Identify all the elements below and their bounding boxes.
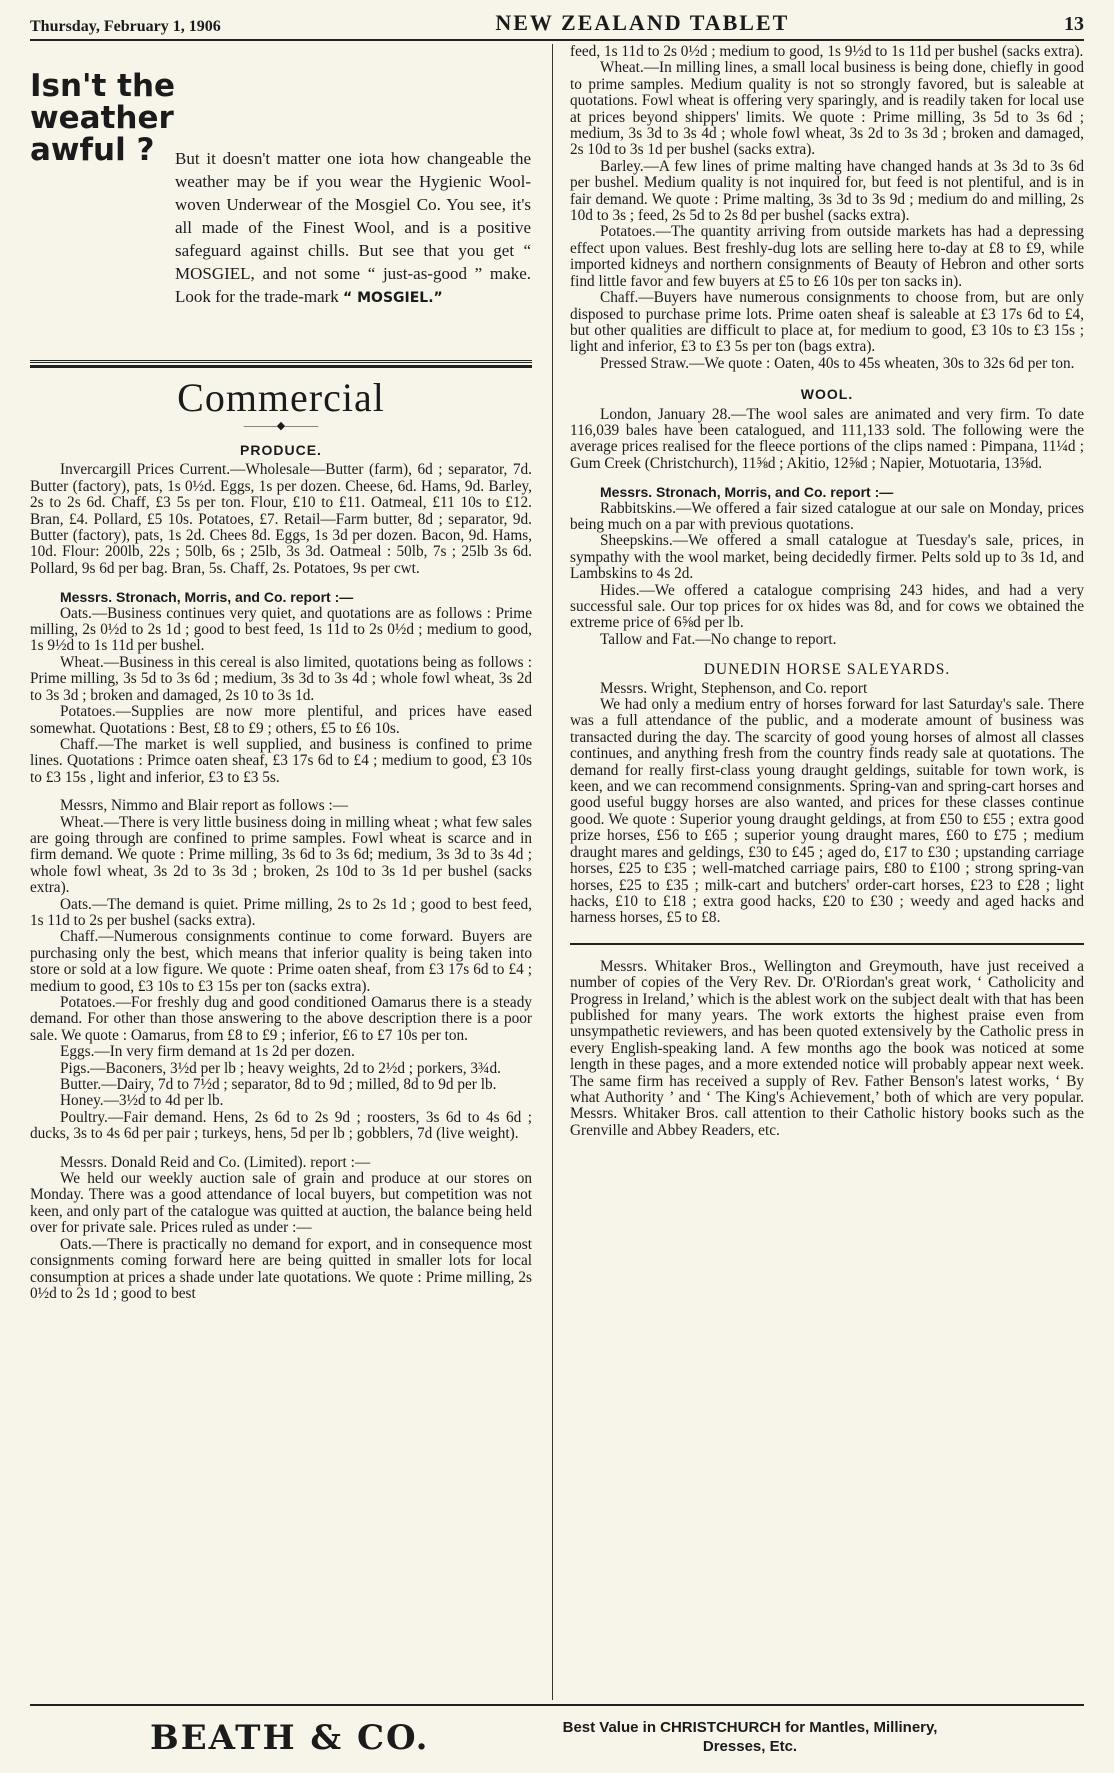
nimmo-para: Pigs.—Baconers, 3½d per lb ; heavy weights, 2d to 2½d ; porkers, 3¾d. xyxy=(60,1059,502,1077)
stronach-report-heading: Messrs. Stronach, Morris, and Co. report :— xyxy=(60,589,354,606)
ad-heading xyxy=(30,70,175,166)
newspaper-page xyxy=(30,0,1084,1773)
reid-para: We held our weekly auction sale of grain and produce at our stores on Monday. There was a good attendance of local buyers, but competition was not keen, and only part of the catalogue was quitted at auction, the balance being held over for private sale. Prices ruled as under :— xyxy=(30,1170,532,1237)
stronach2-para: Hides.—We offered a catalogue comprising 243 hides, and had a very successful sale. Our top prices for ox hides was 8d, and for cows we obtained the extreme price of 6⅝d per lb. xyxy=(570,581,1084,632)
left-column xyxy=(30,44,532,1302)
nimmo-para: Eggs.—In very firm demand at 1s 2d per dozen. xyxy=(60,1043,355,1061)
footer-advertisement xyxy=(30,1704,1084,1770)
nimmo-para: Butter.—Dairy, 7d to 7½d ; separator, 8d to 9d ; milled, 8d to 9d per lb. xyxy=(60,1076,497,1094)
section-rule-thick xyxy=(30,365,532,368)
stronach-para: Wheat.—Business in this cereal is also limited, quotations being as follows : Prime milling, 3s 5d to 3s 6d ; medium, 3s 3d to 3s 4d ; whole fowl wheat, 3s 2d to 3s 3d ; broken and damaged, 2s 10 to 3s 1d. xyxy=(30,653,532,704)
header-date: Thursday, February 1, 1906 xyxy=(30,18,221,35)
market-para: Wheat.—In milling lines, a small local business is being done, chiefly in good to prime samples. Medium quality is not so strongly favored, but is saleable at quotations. Fowl wheat is offering very sparingly, and is readily taken for local use at prices beyond shippers' limits. We quote : Prime milling, 3s 5d to 3s 6d ; medium, 3s 3d to 3s 4d ; whole fowl wheat, 3s 2d to 3s 3d ; broken and damaged, 2s 10d to 3s 1d per bushel (sacks extra). xyxy=(570,59,1084,159)
nimmo-para: Oats.—The demand is quiet. Prime milling, 2s to 2s 1d ; good to best feed, 1s 11d to 2s per bushel (sacks extra). xyxy=(30,895,532,929)
beath-co-name: BEATH & CO. xyxy=(150,1718,430,1758)
produce-heading: PRODUCE. xyxy=(240,442,322,458)
wool-para: London, January 28.—The wool sales are animated and very firm. To date 116,039 bales have been catalogued, and 111,133 sold. The following were the average prices realised for the fleece portions of the clips named : Pimpana, 11¼d ; Gum Creek (Christchurch), 11⅝d ; Akitio, 12⅝d ; Napier, Motuotaria, 13⅝d. xyxy=(570,405,1084,472)
nimmo-para: Wheat.—There is very little business doing in milling wheat ; what few sales are going through are confined to prime samples. Fowl wheat is scarce and in firm demand. We quote : Prime milling, 3s 6d to 3s 6d; medium, 3s 3d to 3s 4d ; whole fowl wheat, 3s 2d to 3s 3d ; broken, 2s 10d to 3s 1d per bushel (sacks extra). xyxy=(30,813,532,897)
ad-heading-line-2: weather xyxy=(30,100,174,136)
page-header xyxy=(30,6,1084,41)
nimmo-report-heading: Messrs, Nimmo and Blair report as follows :— xyxy=(60,797,349,815)
whitaker-notice: Messrs. Whitaker Bros., Wellington and Greymouth, have just received a number of copies of the Very Rev. Dr. O'Riordan's great work, ‘ Catholicity and Progress in Ireland,’ which is the ablest work on the subject dealt with that has been published for many years. The work extorts the highest praise even from unsympathetic reviewers, and has been quoted extensively by the Catholic press in every English-speaking land. A few months ago the book was noticed at some length in these pages, and a more extended notice will probably appear next week. The same firm has received a supply of Rev. Father Benson's latest works, ‘ By what Authority ’ and ‘ The King's Achievement,’ both of which are very popular. Messrs. Whitaker Bros. call attention to their Catholic history books such as the Grenville and Abbey Readers, etc. xyxy=(570,957,1084,1139)
stronach2-para: Rabbitskins.—We offered a fair sized catalogue at our sale on Monday, prices being much on a par with previous quotations. xyxy=(570,499,1084,533)
column-divider xyxy=(552,44,553,1700)
reid-report-heading: Messrs. Donald Reid and Co. (Limited). report :— xyxy=(60,1153,371,1171)
market-para: Potatoes.—The quantity arriving from outside markets has had a depressing effect upon values. Best freshly-dug lots are selling here to-day at £8 to £9, while imported kidneys and northern consignments of Beauty of Hebron and other sorts find little favor and few buyers at £5 to £6 10s per ton sacks in). xyxy=(570,223,1084,290)
ad-trademark: “ MOSGIEL.” xyxy=(343,290,443,306)
nimmo-para: Chaff.—Numerous consignments continue to come forward. Buyers are purchasing only the best, which means that inferior quality is being taken into store or sold at a low figure. We quote : Prime oaten sheaf, from £3 17s 6d to £4 ; medium to good, £3 10s to £3 15s per ton (sacks extra). xyxy=(30,928,532,995)
nimmo-para: Poultry.—Fair demand. Hens, 2s 6d to 2s 9d ; roosters, 3s 6d to 4s 6d ; ducks, 3s to 4s 6d per pair ; turkeys, hens, 5d per lb ; gobblers, 7d (live weight). xyxy=(30,1108,532,1143)
section-rule xyxy=(30,360,532,363)
market-para: Pressed Straw.—We quote : Oaten, 40s to 45s wheaten, 30s to 32s 6d per ton. xyxy=(600,354,1075,372)
reid-para: Oats.—There is practically no demand for export, and in consequence most consignments coming forward here are being quitted in smaller lots for local consumption at prices a shade under late quotations. We quote : Prime milling, 2s 0½d to 2s 1d ; good to best xyxy=(30,1235,532,1302)
ad-body xyxy=(175,147,531,310)
stronach2-para: Tallow and Fat.—No change to report. xyxy=(600,630,837,648)
nimmo-para: Potatoes.—For freshly dug and good conditioned Oamarus there is a steady demand. For other than those answering to the above description there is a poor sale. We quote : Oamarus, from £8 to £9 ; inferior, £6 to £7 10s per ton. xyxy=(30,994,532,1044)
market-para: Chaff.—Buyers have numerous consignments to choose from, but are only disposed to purchase prime lots. Prime oaten sheaf is saleable at £3 17s 6d to £4, but other qualities are difficult to place at, for medium to good, £3 10s to £3 15s ; light and inferior, £3 to £3 5s per ton (bags extra). xyxy=(570,289,1084,356)
stronach-para: Potatoes.—Supplies are now more plentiful, and prices have eased somewhat. Quotations : Best, £8 to £9 ; others, £5 to £6 10s. xyxy=(30,703,532,737)
continued-text: feed, 1s 11d to 2s 0½d ; medium to good, 1s 9½d to 1s 11d per bushel (sacks extra). xyxy=(570,43,1084,60)
mosgiel-advertisement xyxy=(30,44,532,356)
ad-heading-line-3: awful ? xyxy=(30,132,155,168)
ad-heading-line-1: Isn't the xyxy=(30,68,176,104)
wool-heading: WOOL. xyxy=(800,386,854,403)
nimmo-para: Honey.—3½d to 4d per lb. xyxy=(60,1092,224,1110)
stronach-report-heading-2: Messrs. Stronach, Morris, and Co. report :— xyxy=(600,484,894,501)
stronach-para: Chaff.—The market is well supplied, and business is confined to prime lines. Quotations : Primce oaten sheaf, £3 17s 6d to £4 ; medium to good, £3 10s to £3 15s , light and inferior, £3 to £3 5s. xyxy=(30,735,532,786)
horse-saleyards-heading: DUNEDIN HORSE SALEYARDS. xyxy=(703,661,951,679)
stronach-para: Oats.—Business continues very quiet, and quotations are as follows : Prime milling, 2s 0½d to 2s 1d ; good to best feed, 1s 11d to 2s 0½d ; medium to good, 1s 9½d to 1s 11d per bushel. xyxy=(30,604,532,655)
stronach2-para: Sheepskins.—We offered a small catalogue at Tuesday's sale, prices, in sympathy with the wool market, being decidedly firmer. Pelts sold up to 3s 1d, and Lambskins to 4s 2d. xyxy=(570,532,1084,583)
horse-report-heading: Messrs. Wright, Stephenson, and Co. report xyxy=(600,679,868,697)
best-value-line: Best Value in CHRISTCHURCH for Mantles, Millinery, xyxy=(562,1719,938,1736)
best-value-text xyxy=(490,1718,1010,1756)
dresses-line: Dresses, Etc. xyxy=(702,1738,798,1755)
spacer xyxy=(570,945,1084,959)
ornament: ———◆——— xyxy=(243,420,319,432)
commercial-title: Commercial xyxy=(177,375,385,420)
invercargill-prices: Invercargill Prices Current.—Wholesale—Butter (farm), 6d ; separator, 7d. Butter (factory), pats, 1s 0½d. Eggs, 1s per dozen. Cheese, 6d. Hams, 9d. Barley, 2s to 2s 6d. Chaff, £3 5s per ton. Flour, £10 to £11. Oatmeal, £11 10s to £12. Bran, £4. Pollard, £5 10s. Potatoes, £7. Retail—Farm butter, 8d ; separator, 9d. Butter (factory), pats, 1s 2d. Chees 8d. Eggs, 1s 3d per dozen. Bacon, 9d. Hams, 10d. Flour: 200lb, 22s ; 50lb, 6s ; 25lb, 3s 3d. Oatmeal : 50lb, 7s ; 25lb 3s 6d. Pollard, 9s 6d per bag. Bran, 5s. Chaff, 2s. Potatoes, 9s per cwt. xyxy=(30,461,532,577)
header-title: NEW ZEALAND TABLET xyxy=(495,10,790,35)
market-para: Barley.—A few lines of prime malting have changed hands at 3s 3d to 3s 6d per bushel. Medium quality is not inquired for, but feed is not plentiful, and is in fair demand. We quote : Prime malting, 3s 3d to 3s 9d ; medium do and milling, 2s 10d to 3s ; feed, 2s 5d to 2s 8d per bushel (sacks extra). xyxy=(570,157,1084,225)
ad-body-text: But it doesn't matter one iota how changeable the weather may be if you wear the Hygienic Wool-woven Underwear of the Mosgiel Co. You see, it's all made of the Finest Wool, and is a positive safeguard against chills. But see that you get “ MOSGIEL, and not some “ just-as-good ” make. Look for the trade-mark xyxy=(175,149,531,306)
horse-para: We had only a medium entry of horses forward for last Saturday's sale. There was a full attendance of the public, and a moderate amount of business was transacted during the day. The scarcity of good young horses of almost all classes continues, and anything fresh from the country finds ready sale at quotations. The demand for really first-class young draught geldings, suitable for town work, is keen, and we can recommend consignments. Spring-van and spring-cart horses and good useful buggy horses are also wanted, and prices for these classes continue good. We quote : Superior young draught geldings, at from £50 to £55 ; extra good prize horses, £56 to £65 ; superior young draught mares, £60 to £75 ; medium draught mares and geldings, £30 to £45 ; aged do, £17 to £30 ; upstanding carriage horses, £25 to £35 ; well-matched carriage pairs, £80 to £100 ; strong spring-van horses, £25 to £35 ; milk-cart and butchers' order-cart horses, £23 to £28 ; light hacks, £10 to £18 ; extra good hacks, £20 to £30 ; weedy and aged hacks and harness horses, £5 to £8. xyxy=(570,696,1084,927)
right-column xyxy=(570,44,1084,1139)
page-number: 13 xyxy=(1064,13,1084,35)
